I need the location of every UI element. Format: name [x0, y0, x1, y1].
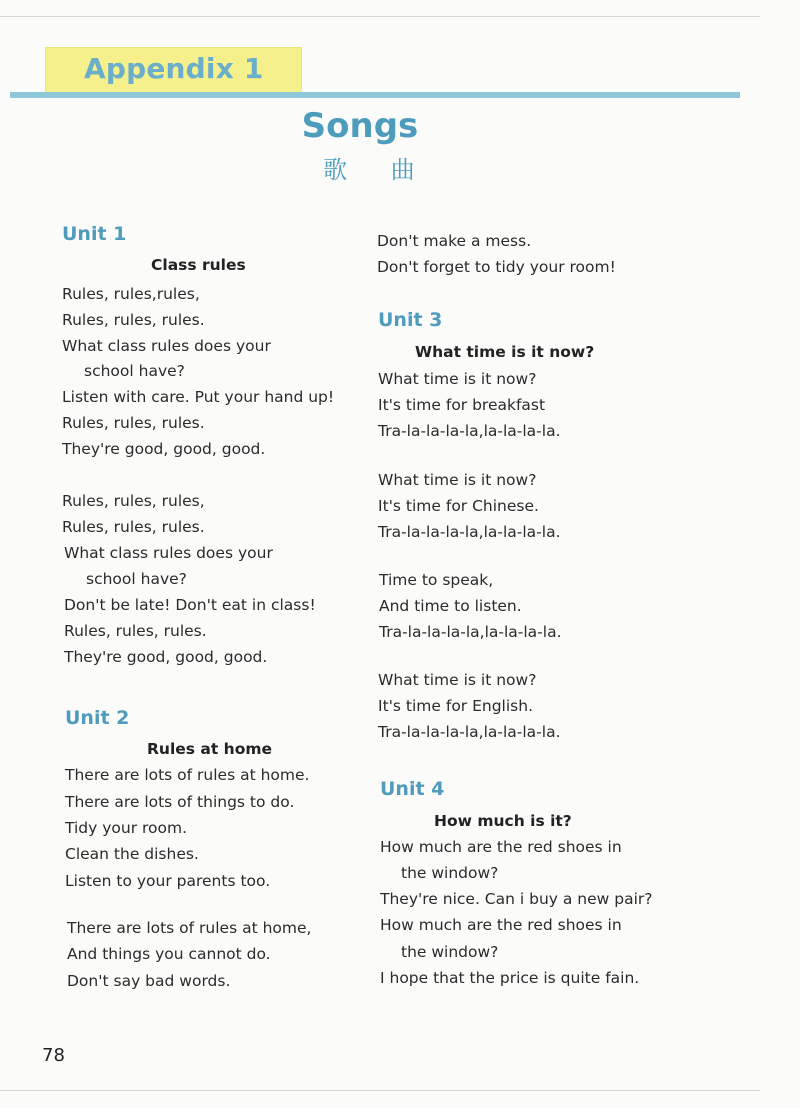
lyric-line: Clean the dishes.: [65, 845, 199, 863]
lyric-line: Tra-la-la-la-la,la-la-la-la.: [378, 422, 561, 440]
lyric-line: Rules, rules,rules,: [62, 285, 200, 303]
page-top-edge: [0, 16, 760, 17]
lyric-line: And time to listen.: [379, 597, 522, 615]
unit-4-heading: Unit 4: [380, 778, 445, 800]
lyric-line: What time is it now?: [378, 471, 537, 489]
lyric-line: It's time for English.: [378, 697, 533, 715]
lyric-line: And things you cannot do.: [67, 945, 271, 963]
lyric-line: Time to speak,: [379, 571, 494, 589]
lyric-line: Don't say bad words.: [67, 972, 231, 990]
page-title: Songs: [301, 106, 419, 146]
unit-2-heading: Unit 2: [65, 707, 130, 729]
lyric-line: Tra-la-la-la-la,la-la-la-la.: [378, 523, 561, 541]
unit-3-song-title: What time is it now?: [415, 343, 595, 361]
page-bottom-edge: [0, 1090, 760, 1091]
lyric-line: What class rules does your: [64, 544, 273, 562]
lyric-line: It's time for breakfast: [378, 396, 546, 414]
lyric-line: What class rules does your: [62, 337, 271, 355]
lyric-line: What time is it now?: [378, 671, 537, 689]
lyric-line: Tidy your room.: [65, 819, 188, 837]
appendix-label: Appendix 1: [84, 52, 264, 85]
lyric-line: It's time for Chinese.: [378, 497, 539, 515]
lyric-line: Don't make a mess.: [377, 232, 532, 250]
lyric-line: Rules, rules, rules.: [64, 622, 207, 640]
lyric-line: Rules, rules, rules.: [62, 311, 205, 329]
lyric-line: There are lots of rules at home,: [67, 919, 312, 937]
lyric-line: Listen with care. Put your hand up!: [62, 388, 335, 406]
lyric-line: Tra-la-la-la-la,la-la-la-la.: [379, 623, 562, 641]
lyric-line: How much are the red shoes in: [380, 838, 622, 856]
unit-4-song-title: How much is it?: [434, 812, 572, 830]
lyric-line: the window?: [401, 864, 499, 882]
lyric-line: school have?: [86, 570, 187, 588]
lyric-line: Rules, rules, rules.: [62, 414, 205, 432]
lyric-line: Tra-la-la-la-la,la-la-la-la.: [378, 723, 561, 741]
lyric-line: What time is it now?: [378, 370, 537, 388]
lyric-line: Listen to your parents too.: [65, 872, 271, 890]
lyric-line: school have?: [84, 362, 185, 380]
lyric-line: They're nice. Can i buy a new pair?: [380, 890, 653, 908]
lyric-line: I hope that the price is quite fain.: [380, 969, 640, 987]
lyric-line: Rules, rules, rules,: [62, 492, 205, 510]
unit-1-heading: Unit 1: [62, 223, 127, 245]
lyric-line: Don't forget to tidy your room!: [377, 258, 616, 276]
page-subtitle-chinese: 歌 曲: [323, 156, 433, 184]
unit-1-song-title: Class rules: [151, 256, 246, 274]
unit-3-heading: Unit 3: [378, 309, 443, 331]
lyric-line: the window?: [401, 943, 499, 961]
lyric-line: Don't be late! Don't eat in class!: [64, 596, 316, 614]
lyric-line: There are lots of things to do.: [65, 793, 295, 811]
unit-2-song-title: Rules at home: [147, 740, 273, 758]
lyric-line: They're good, good, good.: [64, 648, 268, 666]
page-number: 78: [42, 1045, 65, 1066]
lyric-line: They're good, good, good.: [62, 440, 266, 458]
lyric-line: How much are the red shoes in: [380, 916, 622, 934]
lyric-line: There are lots of rules at home.: [65, 766, 310, 784]
lyric-line: Rules, rules, rules.: [62, 518, 205, 536]
header-divider: [10, 92, 740, 98]
